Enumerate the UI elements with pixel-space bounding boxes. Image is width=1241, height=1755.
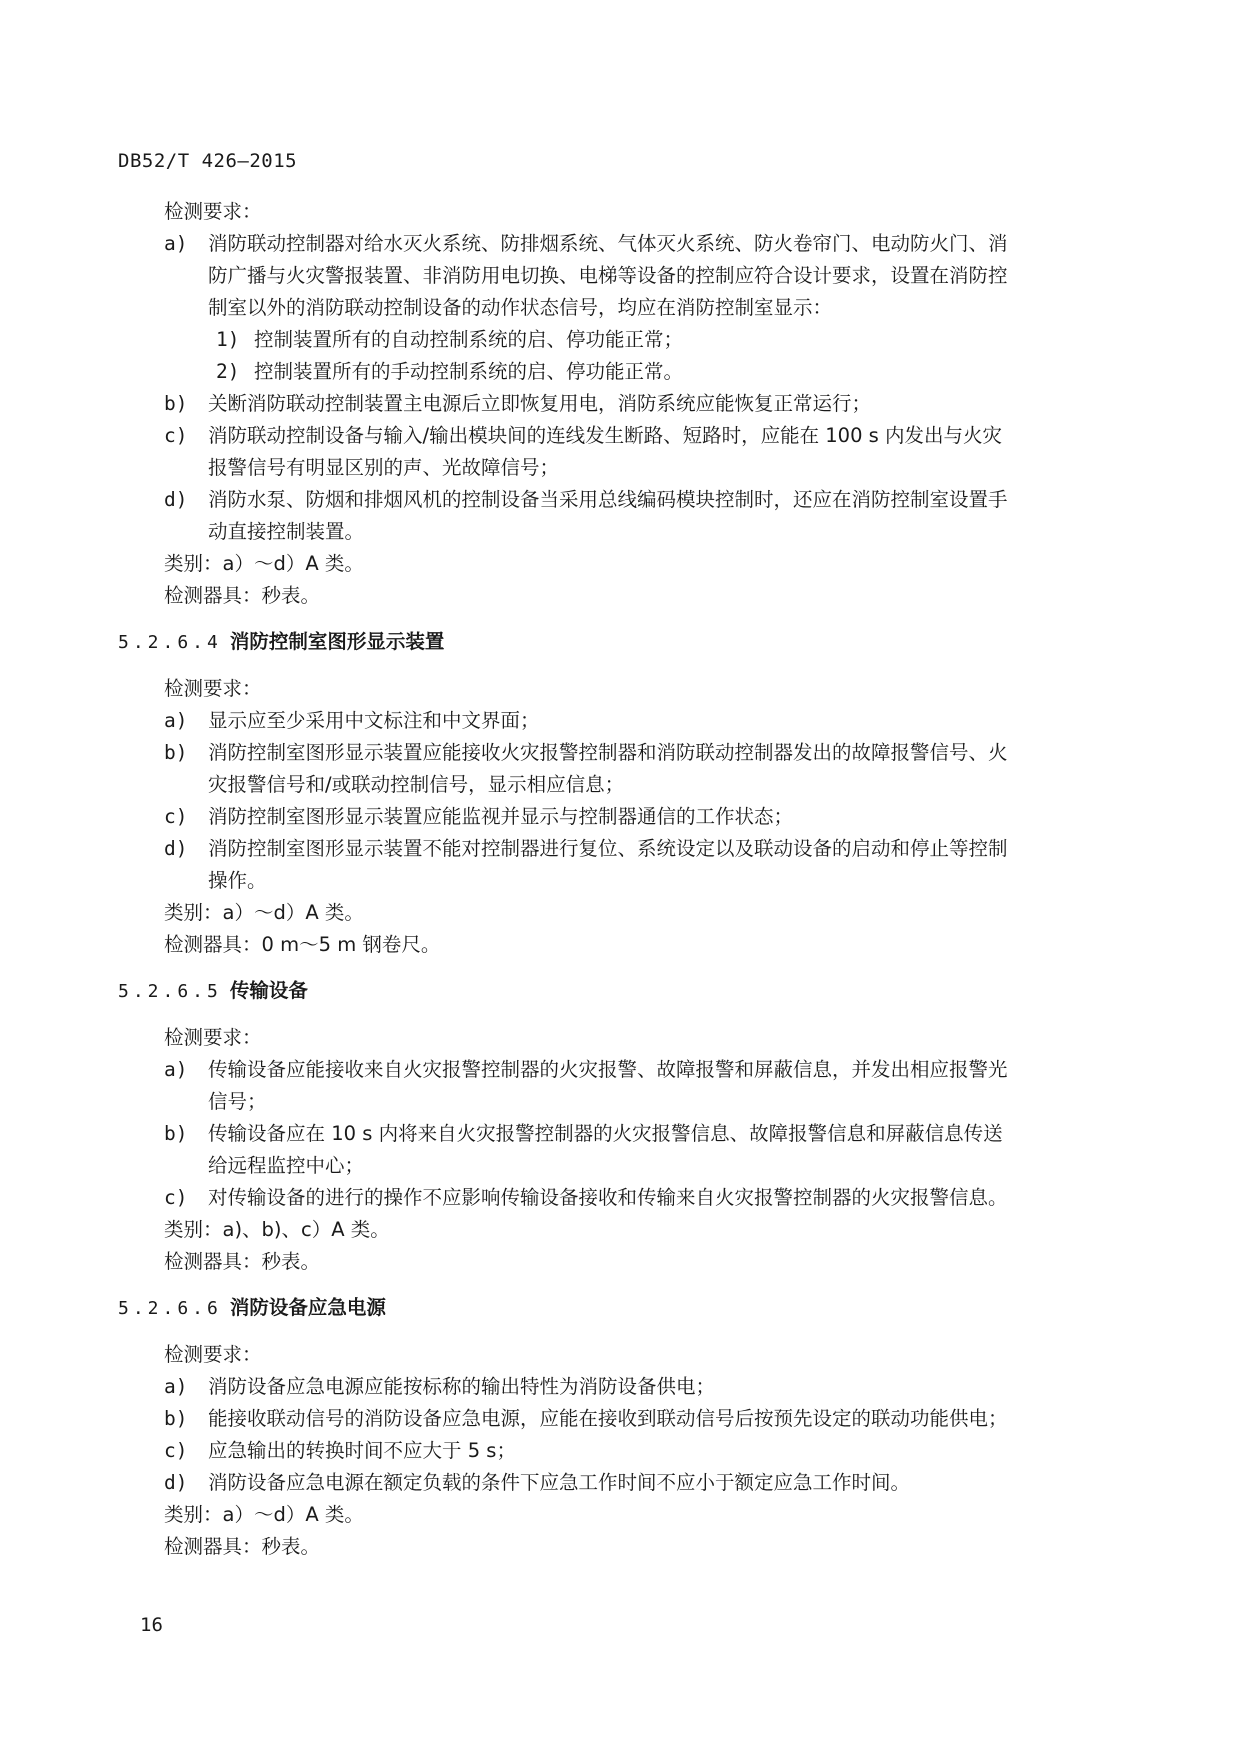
list-item-a: [118, 1054, 1128, 1086]
requirements-heading: 检测要求：: [164, 677, 262, 700]
item-label: a): [164, 709, 188, 732]
item-text: 对传输设备的进行的操作不应影响传输设备接收和传输来自火灾报警控制器的火灾报警信息。: [208, 1186, 1008, 1209]
list-item-b-cont: 给远程监控中心；: [208, 1154, 365, 1177]
requirements-heading: 检测要求：: [164, 1343, 262, 1366]
category-line: 类别：a)、b)、c）A 类。: [164, 1218, 390, 1241]
item-text: 关断消防联动控制装置主电源后立即恢复用电，消防系统应能恢复正常运行；: [208, 392, 872, 415]
item-text: 消防控制室图形显示装置应能接收火灾报警控制器和消防联动控制器发出的故障报警信号、火: [208, 741, 1008, 764]
item-label: a): [164, 1375, 188, 1398]
category-line: 类别：a）～d）A 类。: [164, 901, 364, 924]
list-item-b: [118, 737, 1128, 769]
list-item-b: [118, 1118, 1128, 1150]
list-item-a: [118, 1371, 1128, 1403]
list-item-c: [118, 801, 1128, 833]
instrument-line: 检测器具：秒表。: [164, 1250, 321, 1273]
item-label: c): [164, 1439, 188, 1462]
list-item-c: [118, 1182, 1128, 1214]
item-label: a): [164, 232, 188, 255]
category-line: 类别：a）～d）A 类。: [164, 1503, 364, 1526]
list-item-b: [118, 388, 1128, 420]
section-title: 消防控制室图形显示装置: [229, 630, 445, 653]
item-text: 消防联动控制设备与输入/输出模块间的连线发生断路、短路时，应能在 100 s 内发出与火灾: [208, 424, 1003, 447]
item-label: d): [164, 837, 188, 860]
item-label: b): [164, 741, 188, 764]
item-label: c): [164, 424, 188, 447]
item-text: 应急输出的转换时间不应大于 5 s；: [208, 1439, 516, 1462]
list-item-c: [118, 420, 1128, 452]
page-body: [118, 196, 1128, 1563]
item-label: d): [164, 1471, 188, 1494]
item-label: b): [164, 392, 188, 415]
section-number: 5.2.6.4: [118, 632, 222, 653]
sub-item-label: 2): [216, 360, 240, 383]
item-label: b): [164, 1122, 188, 1145]
section-heading-5-2-6-5: [118, 975, 1128, 1008]
list-item-a: [118, 228, 1128, 260]
instrument-line: 检测器具：0 m～5 m 钢卷尺。: [164, 933, 441, 956]
section-number: 5.2.6.6: [118, 1298, 222, 1319]
instrument-line: 检测器具：秒表。: [164, 584, 321, 607]
sub-item-label: 1): [216, 328, 240, 351]
sub-item-1: [118, 324, 1128, 356]
item-label: c): [164, 1186, 188, 1209]
section-title: 消防设备应急电源: [229, 1296, 386, 1319]
list-item-c: [118, 1435, 1128, 1467]
list-item-d: [118, 1467, 1128, 1499]
section-heading-5-2-6-4: [118, 626, 1128, 659]
sub-item-text: 控制装置所有的手动控制系统的启、停功能正常。: [254, 360, 684, 383]
category-line: 类别：a）～d）A 类。: [164, 552, 364, 575]
item-text: 消防设备应急电源在额定负载的条件下应急工作时间不应小于额定应急工作时间。: [208, 1471, 911, 1494]
instrument-line: 检测器具：秒表。: [164, 1535, 321, 1558]
item-text: 消防设备应急电源应能按标称的输出特性为消防设备供电；: [208, 1375, 716, 1398]
item-label: c): [164, 805, 188, 828]
item-text: 传输设备应在 10 s 内将来自火灾报警控制器的火灾报警信息、故障报警信息和屏蔽信息传送: [208, 1122, 1003, 1145]
item-text: 传输设备应能接收来自火灾报警控制器的火灾报警、故障报警和屏蔽信息，并发出相应报警光: [208, 1058, 1008, 1081]
item-text: 消防控制室图形显示装置应能监视并显示与控制器通信的工作状态；: [208, 805, 794, 828]
list-item-d-cont: 操作。: [208, 869, 267, 892]
item-label: b): [164, 1407, 188, 1430]
list-item-b-cont: 灾报警信号和/或联动控制信号，显示相应信息；: [208, 773, 625, 796]
item-label: a): [164, 1058, 188, 1081]
list-item-d: [118, 833, 1128, 865]
page-number: 16: [140, 1614, 163, 1636]
list-item-a: [118, 705, 1128, 737]
sub-item-text: 控制装置所有的自动控制系统的启、停功能正常；: [254, 328, 684, 351]
sub-item-2: [118, 356, 1128, 388]
section-title: 传输设备: [229, 979, 308, 1002]
requirements-heading: 检测要求：: [164, 1026, 262, 1049]
document-code: DB52/T 426—2015: [118, 150, 298, 172]
item-label: d): [164, 488, 188, 511]
list-item-a-cont: 信号；: [208, 1090, 267, 1113]
section-heading-5-2-6-6: [118, 1292, 1128, 1325]
list-item-d-cont: 动直接控制装置。: [208, 520, 365, 543]
list-item-b: [118, 1403, 1128, 1435]
list-item-a-cont: 防广播与火灾警报装置、非消防用电切换、电梯等设备的控制应符合设计要求，设置在消防控: [208, 264, 1008, 287]
requirements-heading: 检测要求：: [164, 200, 262, 223]
item-text: 消防联动控制器对给水灭火系统、防排烟系统、气体灭火系统、防火卷帘门、电动防火门、消: [208, 232, 1008, 255]
item-text: 显示应至少采用中文标注和中文界面；: [208, 709, 540, 732]
list-item-a-cont: 制室以外的消防联动控制设备的动作状态信号，均应在消防控制室显示：: [208, 296, 833, 319]
item-text: 消防水泵、防烟和排烟风机的控制设备当采用总线编码模块控制时，还应在消防控制室设置手: [208, 488, 1008, 511]
list-item-c-cont: 报警信号有明显区别的声、光故障信号；: [208, 456, 560, 479]
item-text: 消防控制室图形显示装置不能对控制器进行复位、系统设定以及联动设备的启动和停止等控制: [208, 837, 1008, 860]
section-number: 5.2.6.5: [118, 981, 222, 1002]
item-text: 能接收联动信号的消防设备应急电源，应能在接收到联动信号后按预先设定的联动功能供电；: [208, 1407, 1008, 1430]
list-item-d: [118, 484, 1128, 516]
